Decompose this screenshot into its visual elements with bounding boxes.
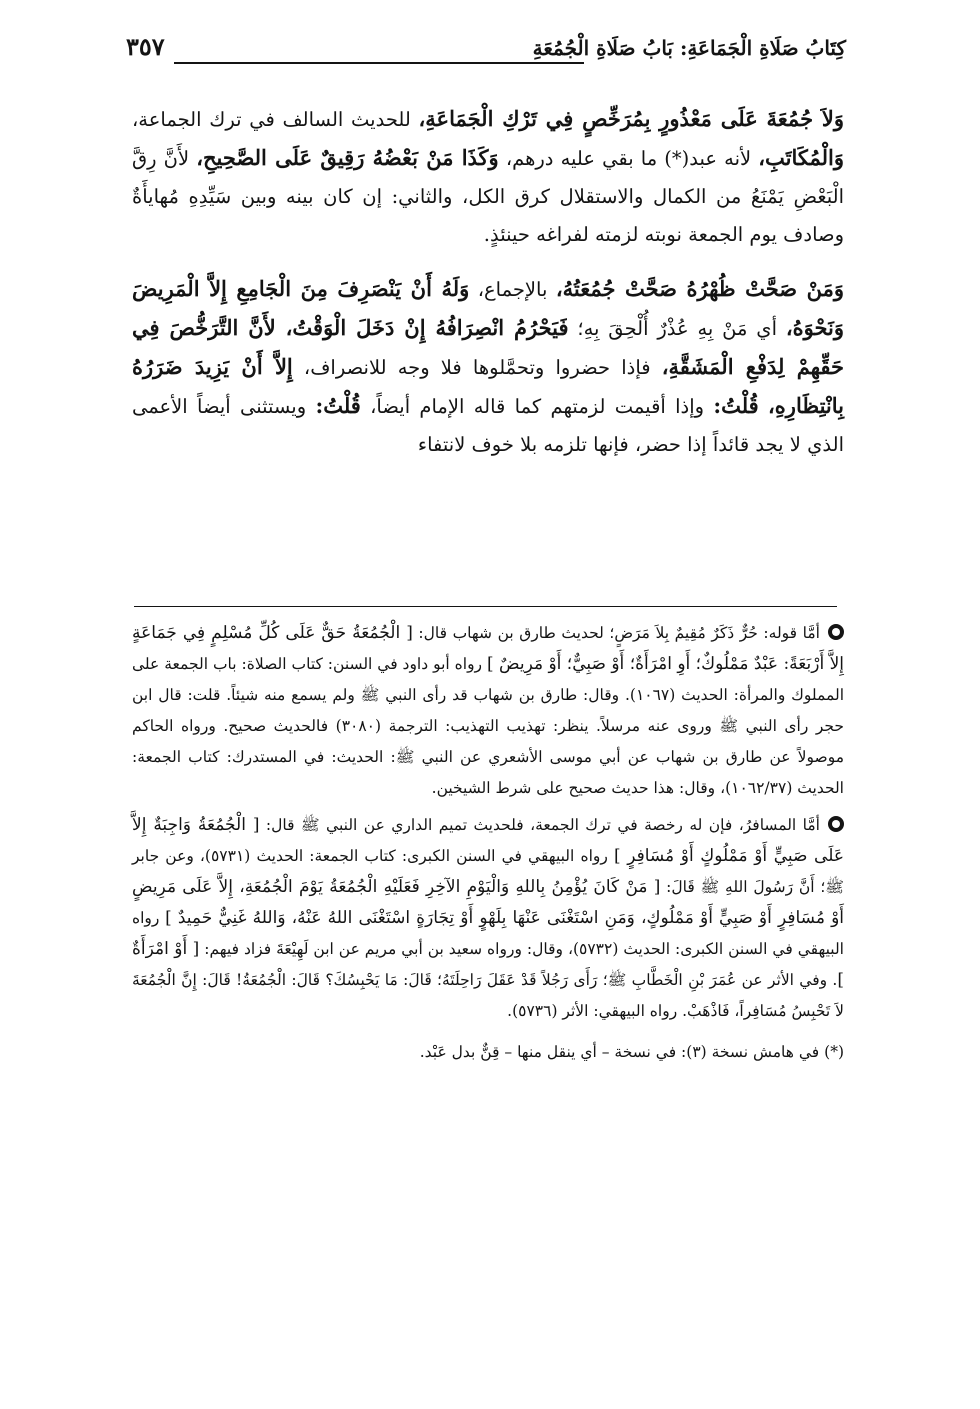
- main-paragraph-1: [132, 100, 844, 254]
- matn-text: وَالْمُكَاتَبِ،: [758, 145, 844, 170]
- sharh-text: [759, 395, 768, 418]
- sharh-text: أي مَنْ بِهِ عُذْرٌ أُلْحِقَ بِهِ؛: [568, 317, 786, 340]
- margin-note: (*) في هامش نسخة (٣): في نسخة – أي ينقل منها – قِنٌّ بدل عَبْد.: [419, 1043, 844, 1061]
- matn-text: قُلْتُ:: [713, 393, 759, 418]
- footnote-text: . وفي الأثر عن عُمَرَ بْنِ الْخَطَّابِ ﷺ؛ رَأَى رَجُلاً قَدْ عَقَلَ رَاحِلَتَهُ؛ قَالَ: مَا يَحْبِسُكَ؟ قَالَ: الْجُمُعَةُ! قَالَ: إِنَّ الْجُمُعَةَ لاَ تَحْبِسُ مُسَافِراً، فَاذْهَبْ. رواه البيهقي: الأثر (٥٧٣٦).: [132, 971, 844, 1020]
- matn-text: قُلْتُ:: [315, 393, 361, 418]
- header-rule: [174, 62, 584, 64]
- sharh-text: لأنه عبد(*) ما بقي عليه درهم،: [498, 147, 759, 170]
- footnote-divider: [134, 606, 837, 607]
- hadith-quote: [ مَنْ كَانَ يُؤْمِنُ بِاللهِ وَالْيَوْمِ الآخِرِ فَعَلَيْهِ الْجُمُعَةُ يَوْمَ الْجُمُعَةِ، إِلاَّ عَلَى مَرِيضٍ أَوْ مُسَافِرٍ أَوْ صَبِيٍّ أَوْ مَمْلُوكٍ، وَمَنِ اسْتَغْنَى عَنْهَا بِلَهْوٍ أَوْ تِجَارَةٍ اسْتَغْنَى اللهُ عَنْهُ، وَاللهُ غَنِيٌّ حَمِيدٌ ]: [132, 877, 845, 928]
- footnotes: [132, 618, 844, 1067]
- footnote-2: [132, 810, 844, 1027]
- chapter-title: كِتَابُ صَلَاةِ الْجَمَاعَةِ: بَابُ صَلَاةِ الْجُمُعَةِ: [532, 36, 846, 60]
- footnote-text: رواه البيهقي في السنن الكبرى: كتاب الجمعة: الحديث (٥٧٣١)، وعن جابر ﷺ؛ أَنَّ رَسُولَ اللهِ ﷺ قَالَ:: [132, 847, 844, 896]
- sharh-text: فإذا حضروا وتحمَّلوها فلا وجه للانصراف،: [292, 356, 662, 379]
- hadith-quote: [ الْجُمُعَةُ وَاجِبَةٌ إِلاَّ عَلَى صَبِيٍّ أَوْ مَمْلُوكٍ أَوْ مُسَافِرٍ ]: [132, 815, 844, 866]
- matn-text: وَكَذَا مَنْ بَعْضُهُ رَقِيقٌ عَلَى الصَّحِيحِ،: [196, 145, 499, 170]
- ring-bullet-icon: [828, 816, 844, 832]
- footnote-text: رواه أبو داود في السنن: كتاب الصلاة: باب الجمعة على المملوك والمرأة: الحديث (١٠٦٧). وقال: طارق بن شهاب قد رأى النبي ﷺ ولم يسمع منه شيئاً. قلت: قال ابن حجر رأى النبي ﷺ وروى عنه مرسلاً. ينظر: تهذيب التهذيب: الترجمة (٣٠٨٠) فالحديث صحيح. ورواه الحاكم موصولاً عن طارق بن شهاب عن أبي موسى الأشعري عن النبي ﷺ: الحديث: في المستدرك: كتاب الجمعة: الحديث (١٠٦٢/٣٧)، وقال: هذا حديث صحيح على شرط الشيخين.: [132, 655, 844, 797]
- matn-text: إِلاَّ أَنْ يَزِيدَ ضَرَرُهُ بِانْتِظَارِهِ،: [132, 354, 845, 418]
- matn-text: وَلاَ جُمُعَةَ عَلَى مَعْذُورٍ بِمُرَخِّصٍ فِي تَرْكِ الْجَمَاعَةِ،: [418, 106, 844, 131]
- hadith-quote: [ الْجُمُعَةُ حَقٌّ عَلَى كُلِّ مُسْلِمٍ فِي جَمَاعَةٍ إِلاَّ أَرْبَعَةً: عَبْدٌ مَمْلُوكٌ؛ أَوِ امْرَأَةٌ؛ أَوْ صَبِيٌّ؛ أَوْ مَرِيضٌ ]: [132, 623, 844, 674]
- page-number: ٣٥٧: [126, 32, 165, 61]
- matn-text: وَمَنْ صَحَّتْ ظُهْرُهُ صَحَّتْ جُمُعَتُهُ،: [555, 276, 845, 301]
- main-text: [132, 100, 844, 464]
- footnote-text: أمَّا المسافرُ، فإن له رخصة في ترك الجمعة، فلحديث تميم الداري عن النبي ﷺ قال:: [259, 816, 820, 834]
- sharh-text: للحديث السالف في ترك الجماعة،: [132, 108, 419, 131]
- main-paragraph-2: [132, 270, 844, 464]
- sharh-text: وإذا أقيمت لزمتهم كما قاله الإمام أيضاً،: [360, 395, 714, 418]
- sharh-text: لأَنَّ رِقَّ الْبَعْضِ يَمْنَعُ من الكمال والاستقلال كرق الكل، والثاني: إن كان بينه وبين سَيِّدِهِ مُهايأَةٌ وصادف يوم الجمعة نوبته لزمته لفراغه حينئذٍ.: [132, 147, 844, 246]
- running-header: [126, 32, 846, 78]
- footnote-1: [132, 618, 844, 804]
- matn-text: وَلَهُ أَنْ يَنْصَرِفَ مِنَ الْجَامِعِ إِلاَّ الْمَرِيضَ وَنَحْوَهُ،: [132, 276, 844, 340]
- matn-text: فَيَحْرُمُ انْصِرَافُهُ إِنْ دَخَلَ الْوَقْتُ، لأَنَّ التَّرَخُّصَ فِي حَقِّهِمْ لِدَفْعِ الْمَشَقَّةِ،: [132, 315, 844, 379]
- hadith-quote: [ أَوْ امْرَأَةٌ ]: [132, 939, 844, 990]
- footnote-text: رواه البيهقي في السنن الكبرى: الحديث (٥٧٣٢)، وقال: ورواه سعيد بن أبي مريم عن ابن لَهِيْعَةَ فزاد فيهم:: [132, 909, 844, 958]
- footnote-text: أمَّا قوله: حُرٌّ ذَكَرٌ مُقِيمٌ بِلاَ مَرَضٍ؛ لحديث طارق بن شهاب قال:: [412, 624, 820, 642]
- sharh-text: ويستثنى أيضاً الأعمى الذي لا يجد قائداً إذا حضر، فإنها تلزمه بلا خوف لانتفاء: [132, 395, 844, 456]
- sharh-text: بالإجماع،: [469, 278, 556, 301]
- ring-bullet-icon: [828, 624, 844, 640]
